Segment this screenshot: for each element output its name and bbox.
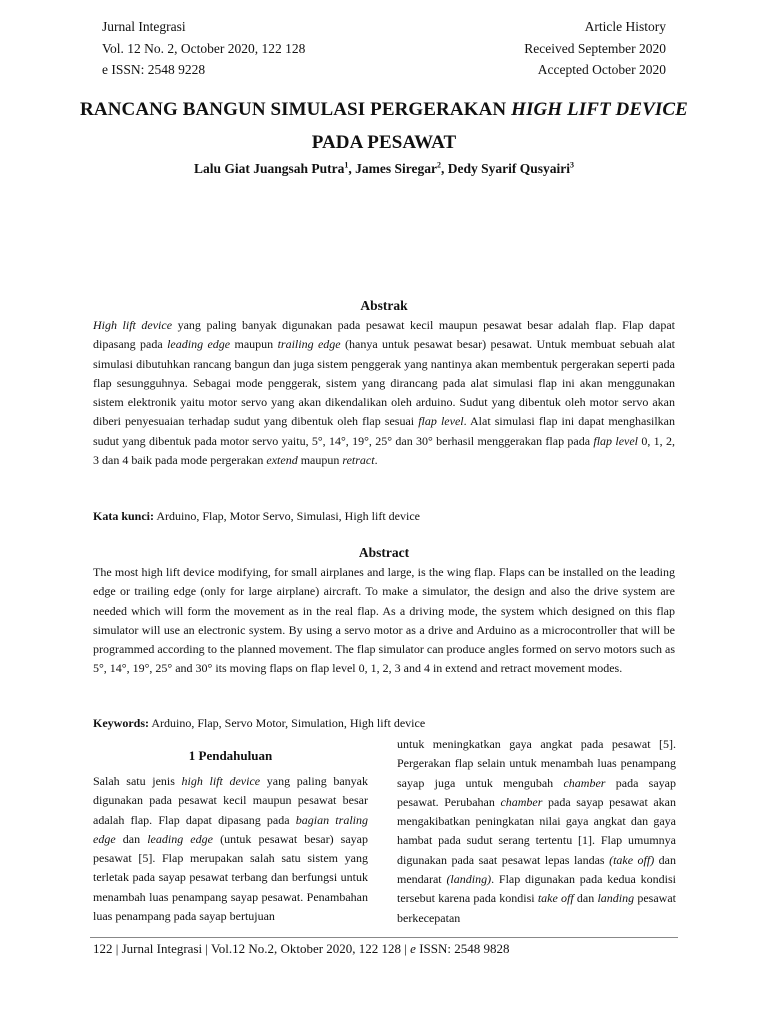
text-segment: leading edge: [147, 831, 213, 846]
abstrak-body: [93, 316, 675, 470]
text-segment: dan: [115, 831, 148, 846]
footer-page-number: 122: [93, 941, 113, 956]
abstract-heading: Abstract: [358, 545, 410, 560]
text-segment: (hanya untuk pesawat besar) pesawat. Untuk membuat sebuah alat simulasi dibutuhkan rancang bangun dan juga sistem penggerak yang nantinya akan membentuk pergerakan seperti pada flap sesungguhnya. Sebagai mode penggerak, sistem yang dirancang pada alat simulasi flap ini akan menggunakan sistem elektronik yaitu motor servo yang akan dikendalikan oleh arduino. Sudut yang dibentuk oleh motor servo akan diberi penyesuaian terhadap sudut yang dibentuk oleh flap sesuai: [93, 337, 675, 429]
footer-journal: Jurnal Integrasi: [121, 941, 203, 956]
received-date: Received September 2020: [524, 40, 666, 56]
author-2: James Siregar$^2$,: [355, 160, 448, 176]
paper-title: [60, 93, 708, 159]
author-list: [60, 160, 708, 177]
text-segment: dan: [573, 891, 598, 906]
text-segment: landing: [597, 891, 635, 906]
footer-divider: [90, 937, 678, 938]
text-segment: (take off): [609, 852, 655, 867]
text-segment: (landing): [446, 872, 492, 887]
text-segment: (untuk pesawat besar) sayap pesawat [5]. Flap merupakan salah satu sistem yang terletak pada sayap pesawat terbang dan berfungsi untuk menambah luas penampang sayap pesawat. Penambahan luas penampang pada sayap bertujuan: [93, 831, 369, 924]
footer-issn-prefix: e: [410, 941, 416, 956]
text-segment: yang paling banyak digunakan pada pesawat kecil maupun pesawat besar adalah flap. Flap dapat dipasang pada: [93, 774, 368, 827]
abstract-body: The most high lift device modifying, for small airplanes and large, is the wing flap. Flaps can be installed on the leading edge or trailing edge (only for large airplane) aircraft. To make a simulator, the design and also the drive system are needed which will form the movement as in the real flap. As a driving mode, the system which designed on this flap simulator will use an electronic system. By using a servo motor as a drive and Arduino as a microcontroller that will be programmed according to the planned movement. The flap simulator can produce angles formed on servo motors such as 5°, 14°, 19°, 25° and 30° its moving flaps on flap level 0, 1, 2, 3 and 4 in extend and retract movement modes.: [93, 565, 675, 676]
text-segment: retract: [342, 453, 375, 468]
text-segment: high lift device: [181, 774, 261, 788]
abstrak-heading: Abstrak: [360, 298, 408, 313]
text-segment: flap level: [593, 433, 639, 448]
journal-volume: Vol. 12 No. 2, October 2020, 122 128: [102, 40, 306, 56]
kata-kunci-values: Arduino, Flap, Motor Servo, Simulasi, High lift device: [154, 509, 420, 523]
text-segment: leading edge: [167, 337, 231, 352]
page-footer: 122 | Jurnal Integrasi | Vol.12 No.2, Oktober 2020, 122 128 | e ISSN: 2548 9828: [93, 941, 510, 956]
text-segment: . Alat simulasi flap ini dapat menghasilkan sudut yang dibentuk pada motor servo yaitu, 5°, 14°, 19°, 25° dan 30° berhasil menggerakan flap pada: [93, 414, 675, 448]
text-segment: Salah satu jenis: [93, 774, 182, 788]
keywords-label: Keywords:: [93, 716, 149, 730]
text-segment: maupun: [230, 337, 278, 352]
title-part-3: PADA PESAWAT: [311, 132, 457, 153]
text-segment: maupun: [297, 453, 343, 468]
journal-issn: e ISSN: 2548 9228: [102, 62, 206, 77]
article-history-label: Article History: [584, 19, 666, 34]
title-part-2: HIGH LIFT DEVICE: [511, 99, 688, 120]
abstract-keywords: [93, 714, 675, 732]
abstrak-keywords: [93, 507, 675, 525]
text-segment: untuk meningkatkan gaya angkat pada pesawat [5]. Pergerakan flap selain untuk menambah luas penampang sayap juga untuk mengubah: [397, 737, 676, 790]
text-segment: take off: [537, 891, 574, 906]
journal-name: Jurnal Integrasi: [102, 19, 186, 34]
text-segment: trailing edge: [277, 337, 341, 352]
kata-kunci-label: Kata kunci:: [93, 509, 155, 523]
text-segment: bagian traling edge: [93, 812, 368, 846]
text-segment: chamber: [563, 775, 606, 790]
header-right: [524, 16, 666, 81]
text-segment: chamber: [500, 794, 543, 809]
accepted-date: Accepted October 2020: [537, 62, 666, 77]
text-segment: pesawat berkecepatan: [397, 891, 677, 925]
footer-issn: ISSN: 2548 9828: [419, 941, 510, 956]
text-segment: . Flap digunakan pada kedua kondisi tersebut karena pada kondisi: [397, 872, 676, 906]
author-1: Lalu Giat Juangsah Putra$^1$,: [193, 160, 356, 176]
text-segment: High lift device: [93, 318, 173, 332]
text-segment: .: [374, 453, 378, 468]
text-segment: pada sayap pesawat akan mengakibatkan peningkatan nilai gaya angkat dan gaya hambat pada sudut serang tertentu [1]. Flap umumnya digunakan pada saat pesawat lepas landas: [397, 794, 676, 867]
section-heading-pendahuluan: 1 Pendahuluan: [188, 748, 273, 763]
text-segment: yang paling banyak digunakan pada pesawat kecil maupun pesawat besar adalah flap. Flap dapat dipasang pada: [93, 318, 675, 352]
text-segment: pada sayap pesawat. Perubahan: [397, 775, 676, 809]
keywords-values: Arduino, Flap, Servo Motor, Simulation, High lift device: [149, 716, 426, 730]
text-segment: dan mendarat: [397, 852, 676, 887]
intro-right-column: [397, 735, 676, 928]
intro-left-column: [93, 772, 368, 926]
header-left: [102, 16, 305, 81]
author-3: Dedy Syarif Qusyairi$^3$: [447, 160, 575, 176]
text-segment: extend: [266, 453, 298, 468]
text-segment: 0, 1, 2, 3 dan 4 baik pada mode pergerakan: [93, 433, 675, 468]
text-segment: flap level: [418, 414, 464, 429]
title-part-1: RANCANG BANGUN SIMULASI PERGERAKAN: [80, 99, 512, 120]
footer-volume: Vol.12 No.2, Oktober 2020, 122 128: [211, 941, 402, 956]
